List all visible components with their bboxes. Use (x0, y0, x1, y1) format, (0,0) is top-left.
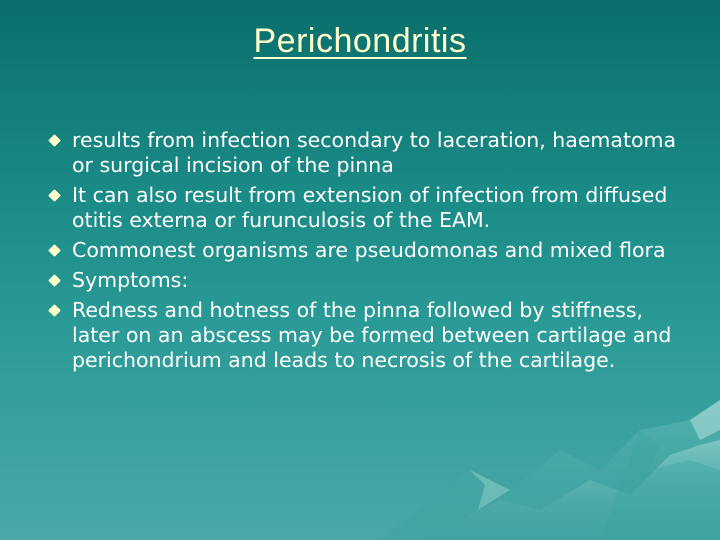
bullet-item (50, 268, 690, 293)
bullet-item (50, 183, 690, 233)
bullet-item (50, 128, 690, 178)
diamond-bullet-icon (48, 189, 61, 202)
diamond-bullet-icon (48, 304, 61, 317)
bullet-list (50, 128, 690, 378)
bullet-item (50, 238, 690, 263)
diamond-bullet-icon (48, 244, 61, 257)
bullet-text: It can also result from extension of infection from diffused otitis externa or furunculosis of the EAM. (72, 183, 668, 232)
bullet-text: Symptoms: (72, 268, 189, 292)
bullet-item (50, 298, 690, 373)
bullet-text: results from infection secondary to laceration, haematoma or surgical incision of the pinna (72, 128, 677, 177)
diamond-bullet-icon (48, 134, 61, 147)
bullet-text: Commonest organisms are pseudomonas and mixed flora (72, 238, 666, 262)
bullet-text: Redness and hotness of the pinna followed by stiffness, later on an abscess may be formed between cartilage and perichondrium and leads to necrosis of the cartilage. (72, 298, 672, 372)
slide-title: Perichondritis (253, 22, 467, 60)
diamond-bullet-icon (48, 274, 61, 287)
